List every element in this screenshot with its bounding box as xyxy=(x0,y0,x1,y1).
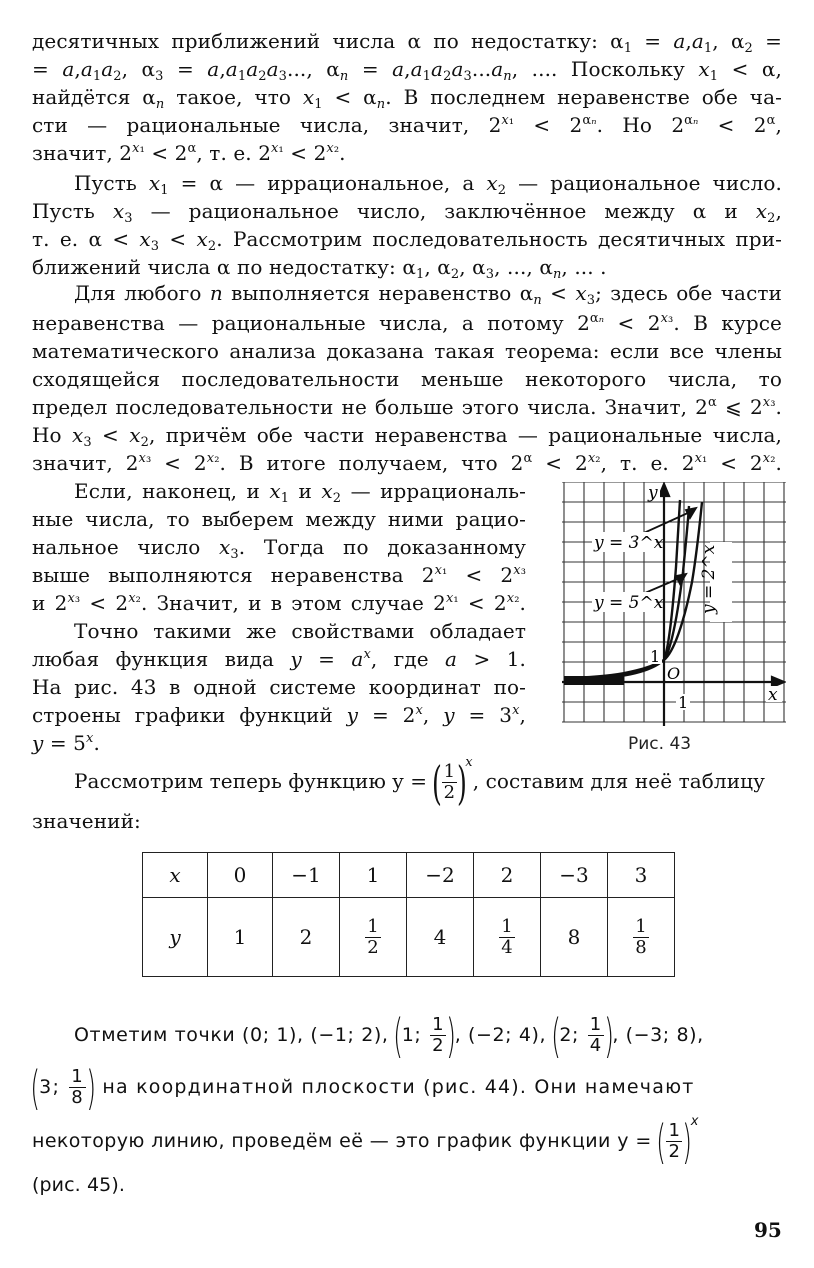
text-fragment: , составим для неё таблицу xyxy=(472,769,766,793)
table-cell: 2 xyxy=(474,853,541,898)
table-cell: 3 xyxy=(608,853,675,898)
text-line: Точно такими же свойствами обладает xyxy=(74,619,526,643)
text-line: неравенства — рациональные числа, а потому $2^{\alpha_n} < 2^{x_3}$. В курсе xyxy=(32,311,782,335)
origin-label: O xyxy=(667,664,681,683)
table-cell: 1 xyxy=(340,853,407,898)
table-cell: 2 xyxy=(273,898,340,977)
function-curves xyxy=(564,500,702,680)
text-fragment: Рассмотрим теперь функцию y = xyxy=(74,769,428,793)
page-number: 95 xyxy=(754,1218,782,1242)
text-line: и $2^{x_3} < 2^{x_2}$. Значит, и в этом случае $2^{x_1} < 2^{x_2}$. xyxy=(32,591,526,615)
text-line: десятичных приближений числа α по недостатку: $\alpha_1 = a,a_1$, $\alpha_2$ = xyxy=(32,29,782,56)
text-line: На рис. 43 в одной системе координат по- xyxy=(32,675,526,699)
values-table xyxy=(142,852,675,977)
table-row xyxy=(143,853,675,898)
figure-43-graph xyxy=(562,482,786,726)
text-line: значит, $2^{x_3} < 2^{x_2}$. В итоге получаем, что $2^\alpha < 2^{x_2}$, т. е. $2^{x_1} < 2^{x_2}$. xyxy=(32,451,782,475)
text-line: Отметим точки (0; 1), (−1; 2), (1; $\frac{1}{2}$ ), (−2; 4), (2; $\frac{1}{4}$ ), (−3; 8), xyxy=(74,1008,704,1063)
text-line: ближений числа α по недостатку: $\alpha_1$, $\alpha_2$, $\alpha_3$, ..., $\alpha_n$, ... . xyxy=(32,255,607,282)
table-cell: 1 xyxy=(208,898,273,977)
table-cell: −2 xyxy=(407,853,474,898)
text-line: любая функция вида $y = a^x$, где a > 1. xyxy=(32,647,526,671)
text-line: сходящейся последовательности меньше некоторого числа, то xyxy=(32,367,782,391)
text-line: (3; $\frac{1}{8}$ ) на координатной плоскости (рис. 44). Они намечают xyxy=(30,1060,695,1115)
text-line: найдётся $\alpha_n$ такое, что $x_1 < \alpha_n$. В последнем неравенстве обе ча- xyxy=(32,85,782,112)
table-cell: −1 xyxy=(273,853,340,898)
text-line: сти — рациональные числа, значит, $2^{x_1} < 2^{\alpha_n}$. Но $2^{\alpha_n} < 2^\alpha$, xyxy=(32,113,782,137)
text-line: т. е. $\alpha < x_3 < x_2$. Рассмотрим последовательность десятичных при- xyxy=(32,227,782,254)
table-cell: $\frac{1}{8}$ xyxy=(608,898,675,977)
text-line: выше выполняются неравенства $2^{x_1} < 2^{x_3}$ xyxy=(32,563,526,587)
table-header-x: x xyxy=(169,863,181,887)
text-line: нальное число $x_3$. Тогда по доказанному xyxy=(32,535,526,562)
text-line: некоторую линию, проведём её — это график функции y = ( $\frac{1}{2}$ )$^x$ xyxy=(32,1114,699,1169)
text-line: значит, $2^{x_1} < 2^\alpha$, т. е. $2^{x_1} < 2^{x_2}$. xyxy=(32,141,346,165)
y-tick-1: 1 xyxy=(650,647,661,666)
table-cell: 4 xyxy=(407,898,474,977)
text-line: Рассмотрим теперь функцию y = ( $\frac{1}{2}$ )$^x$, составим для неё таблицу xyxy=(74,755,766,810)
label-y-2x: y = 2^x xyxy=(699,544,719,614)
text-line: строены графики функций $y = 2^x$, $y = 3^x$, xyxy=(32,703,526,727)
table-header-y: y xyxy=(169,925,181,949)
label-y-3x: y = 3^x xyxy=(594,533,664,553)
text-line: ные числа, то выберем между ними рацио- xyxy=(32,507,526,531)
fraction-one-half: $\frac{1}{2}$ xyxy=(443,761,456,803)
text-line: предел последовательности не больше этого числа. Значит, $2^\alpha$ ⩽ $2^{x_3}$. xyxy=(32,395,782,419)
table-cell: $\frac{1}{2}$ xyxy=(340,898,407,977)
table-row xyxy=(143,898,675,977)
text-line: Для любого n выполняется неравенство $\alpha_n < x_3$; здесь обе части xyxy=(74,281,782,308)
text-line: Если, наконец, и $x_1$ и $x_2$ — иррациональ- xyxy=(74,479,526,506)
table-cell: −3 xyxy=(541,853,608,898)
text-line: Пусть $x_1 = \alpha$ — иррациональное, а $x_2$ — рациональное число. xyxy=(74,171,782,198)
y-axis-label: y xyxy=(648,483,658,503)
table-cell: 0 xyxy=(208,853,273,898)
curves-overlap-band xyxy=(564,676,624,685)
text-line: значений: xyxy=(32,809,141,833)
table-cell: 8 xyxy=(541,898,608,977)
text-line: $y = 5^x$. xyxy=(32,731,100,755)
label-y-5x: y = 5^x xyxy=(594,593,664,613)
text-line: = $a,a_1a_2$, $\alpha_3 = a,a_1a_2a_3$..., $\alpha_n = a,a_1a_2a_3...a_n$, .... Поскольку $x_1 < \alpha$, xyxy=(32,57,782,84)
text-line: Пусть $x_3$ — рациональное число, заключённое между α и $x_2$, xyxy=(32,199,782,226)
text-line: Но $x_3 < x_2$, причём обе части неравенства — рациональные числа, xyxy=(32,423,783,450)
x-tick-1: 1 xyxy=(678,693,689,712)
x-axis-label: x xyxy=(768,685,778,705)
figure-caption: Рис. 43 xyxy=(628,734,692,754)
text-line: математического анализа доказана такая теорема: если все члены xyxy=(32,339,782,363)
text-line: (рис. 45). xyxy=(32,1174,125,1196)
table-cell: $\frac{1}{4}$ xyxy=(474,898,541,977)
